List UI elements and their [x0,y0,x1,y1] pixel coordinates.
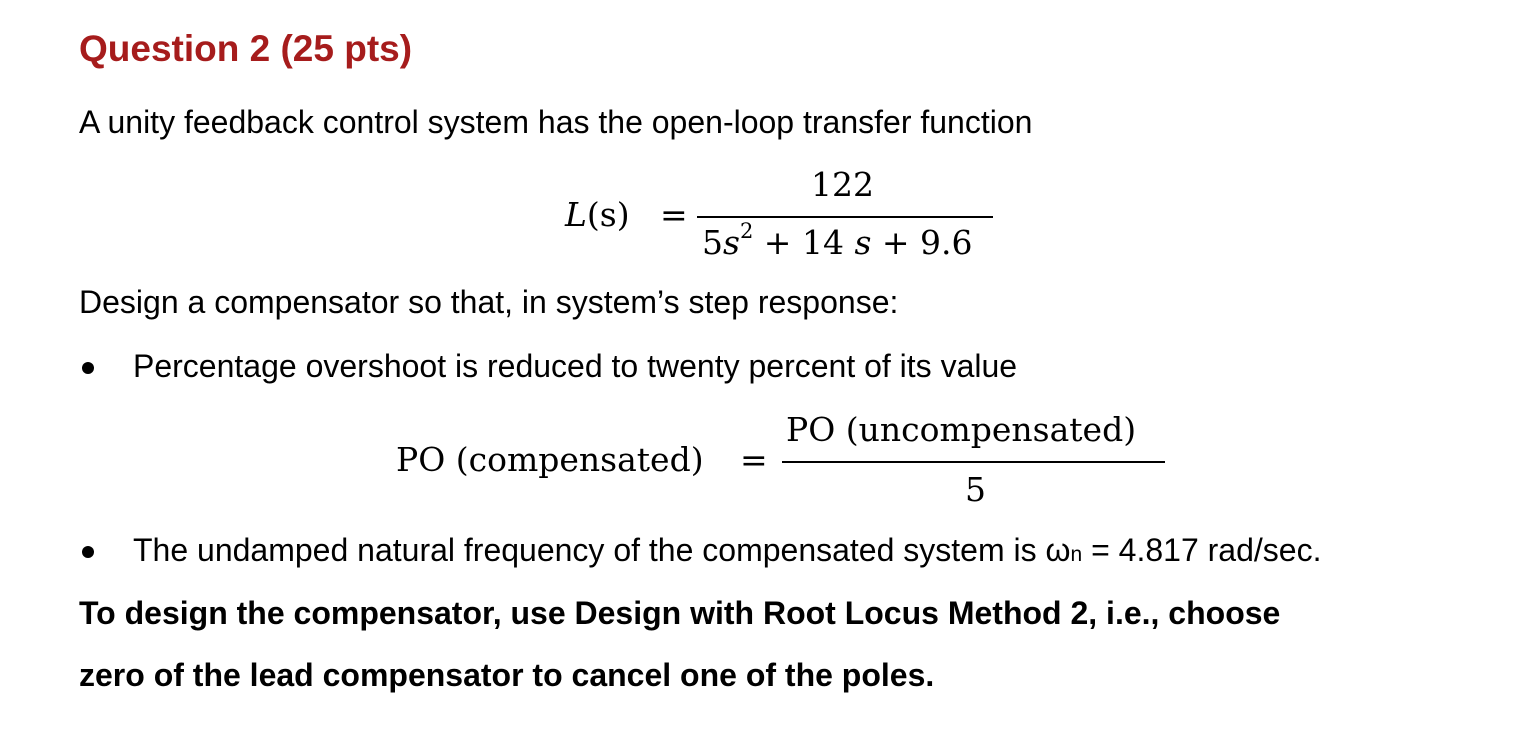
equation2-denominator: 5 [965,470,986,509]
equation2-equals: = [740,440,768,479]
intro-text: A unity feedback control system has the open-loop transfer function [79,104,1033,140]
equation1-lhs-arg: (s) [586,195,630,234]
question-heading: Question 2 (25 pts) [79,28,413,69]
equation2-fraction-bar [782,461,1165,463]
equation1-equals: = [660,195,688,234]
equation1-denominator [702,219,973,262]
bullet-point-1 [82,362,94,374]
bullet2-text-after: = 4.817 rad/sec. [1082,532,1322,568]
bullet2-text-before: The undamped natural frequency of the compensated system is [133,532,1046,568]
equation1-denominator-coef: 5 [702,223,723,262]
bullet1-text: Percentage overshoot is reduced to twenty percent of its value [133,348,1018,384]
instruction-line-2: zero of the lead compensator to cancel one of the poles. [79,657,935,693]
equation1-numerator: 122 [811,165,874,204]
equation1-fraction-bar [697,216,993,218]
equation1-denominator-var: s [723,223,740,262]
bullet2-text [133,532,1321,569]
omega-subscript: n [1070,543,1083,566]
instruction-line-1: To design the compensator, use Design with Root Locus Method 2, i.e., choose [79,595,1281,631]
equation1-lhs-func: L [565,195,587,234]
bullet-point-2 [82,546,94,558]
equation1-lhs [565,195,630,234]
equation1-denominator-exp: 2 [739,219,754,243]
equation2-lhs: PO (compensated) [396,440,704,479]
equation2-numerator: PO (uncompensated) [786,410,1137,449]
equation1-denominator-rest-a: + 14 [753,223,855,262]
omega-symbol: ω [1045,532,1071,568]
design-intro-text: Design a compensator so that, in system’s step response: [79,284,899,320]
equation1-denominator-rest-var: s [854,223,872,262]
equation1-denominator-rest-b: + 9.6 [871,223,973,262]
